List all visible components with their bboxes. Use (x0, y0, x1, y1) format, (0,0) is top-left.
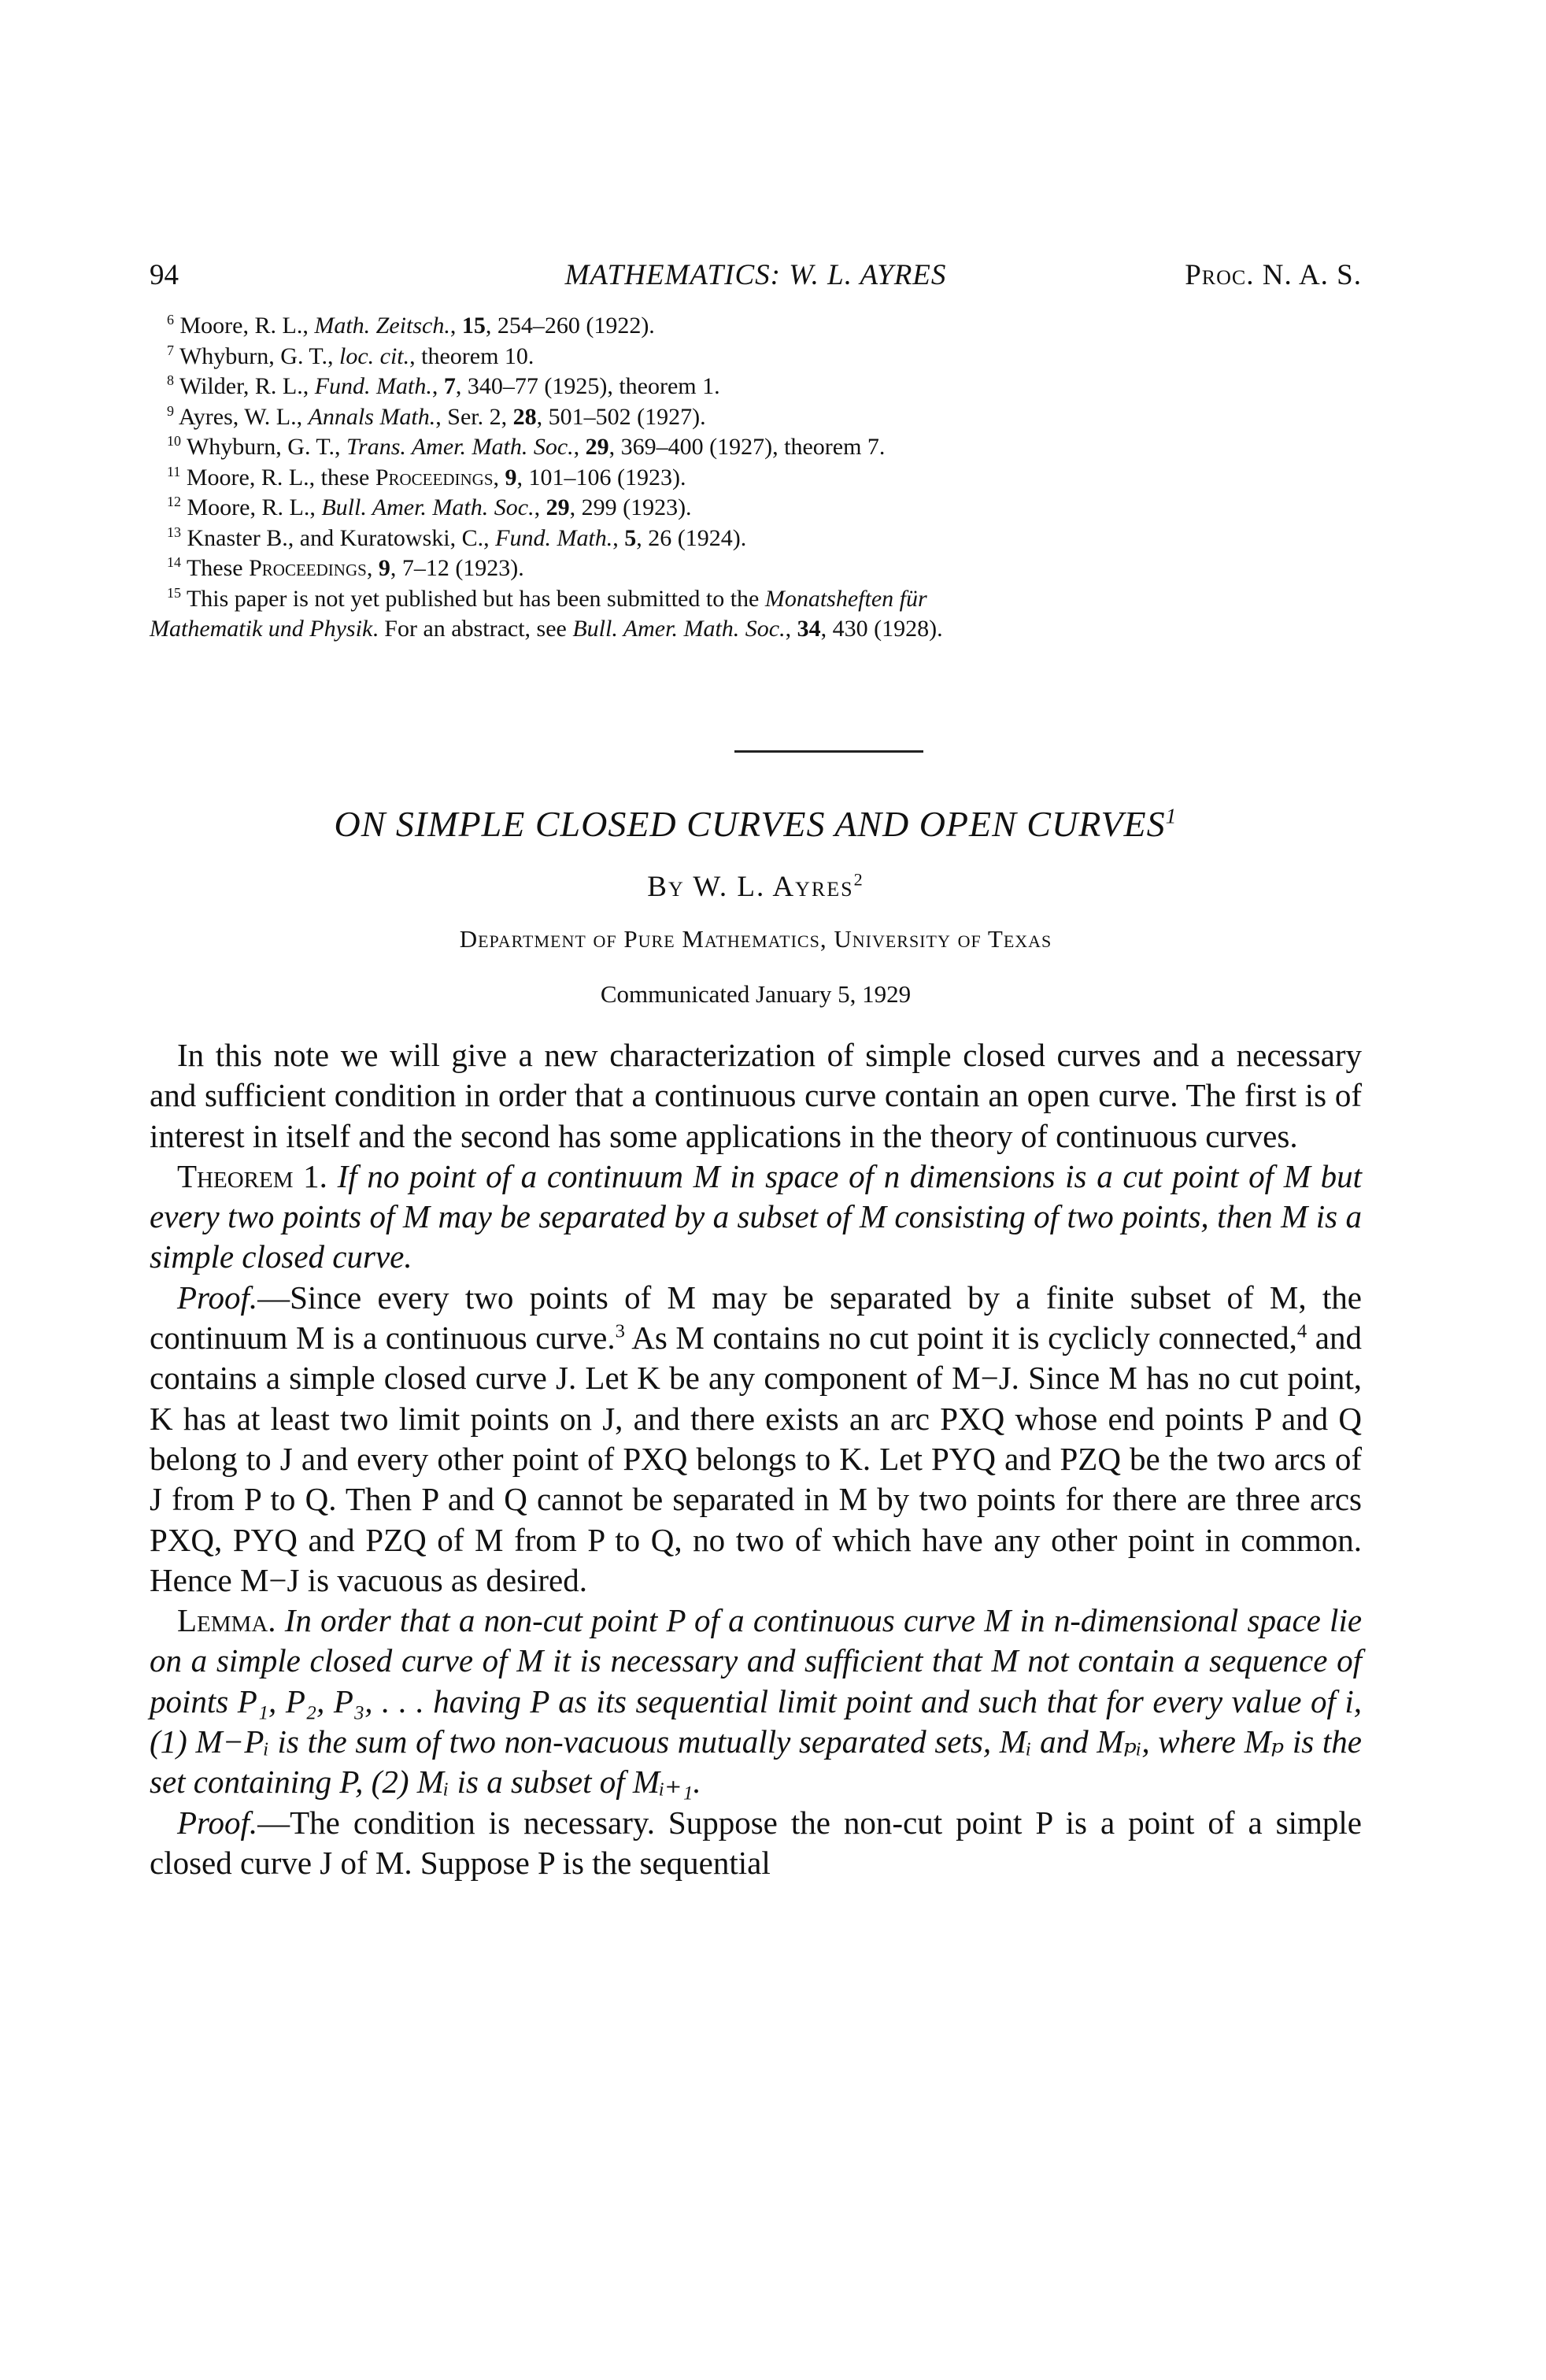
lemma-label: Lemma. (177, 1602, 276, 1639)
running-head (150, 258, 1362, 298)
article-author: By W. L. Ayres$^2$ (647, 869, 864, 903)
author-affiliation: Department of Pure Mathematics, University of Texas (459, 925, 1052, 953)
running-title: MATHEMATICS: W. L. AYRES (564, 259, 947, 291)
footnote-8: $^8$ Wilder, R. L., Fund. Math., 7, 340–77 (1925), theorem 1. (167, 372, 720, 399)
theorem-statement: If no point of a continuum M in space of n dimensions is a cut point of M but every two points of M may be separated by a subset of M consisting of two points, then M is a simple closed curve. (150, 1157, 1362, 1275)
footnote-11: $^{11}$ Moore, R. L., these Proceedings, 9, 101–106 (1923). (167, 463, 686, 490)
footnote-12: $^{12}$ Moore, R. L., Bull. Amer. Math. Soc., 29, 299 (1923). (167, 494, 692, 520)
section-divider (734, 750, 923, 753)
theorem-1 (150, 1157, 1362, 1278)
footnote-14: $^{14}$ These Proceedings, 9, 7–12 (1923). (167, 554, 524, 581)
footnote-9: $^9$ Ayres, W. L., Annals Math., Ser. 2, 28, 501–502 (1927). (167, 402, 706, 430)
proof-1: Proof.—Since every two points of M may be separated by a finite subset of M, the continuum M is a continuous curve.$^3$ As M contains no cut point it is cyclicly connected,$^4$ and contains a simple closed curve J. Let K be any component of M−J. Since M has no cut point, K has at least two limit points on J, and there exists an arc PXQ whose end points P and Q belong to J and every other point of PXQ belongs to K. Let PYQ and PZQ be the two arcs of J from P to Q. Then P and Q cannot be separated in M by two points for there are three arcs PXQ, PYQ and PZQ of M from P to Q, no two of which have any other point in common. Hence M−J is vacuous as desired. (150, 1279, 1363, 1598)
theorem-label: Theorem 1. (177, 1157, 327, 1194)
footnote-15: $^{15}$ This paper is not yet published but has been submitted to the Monatsheften für (167, 584, 927, 612)
intro-paragraph: In this note we will give a new characterization of simple closed curves and a necessary and sufficient condition in order that a continuous curve contain an open curve. The first is of interest in itself and the second has some applications in the theory of continuous curves. (150, 1037, 1363, 1154)
journal-abbreviation: Proc. N. A. S. (1185, 259, 1362, 291)
communicated-date: Communicated January 5, 1929 (600, 980, 912, 1008)
page-number: 94 (150, 259, 179, 291)
proof-label: Proof. (177, 1279, 258, 1316)
lemma (150, 1601, 1362, 1802)
proof-2: Proof.—The condition is necessary. Suppose the non-cut point P is a point of a simple closed curve J of M. Suppose P is the sequential (150, 1804, 1362, 1881)
lemma-statement: In order that a non-cut point P of a continuous curve M in n-dimensional space lie on a simple closed curve of M it is necessary and sufficient that M not contain a sequence of points P₁, P₂, P₃, . . . having P as its sequential limit point and such that for every value of i, (1) M−Pᵢ is the sum of two non-vacuous mutually separated sets, Mᵢ and Mₚᵢ, where Mₚ is the set containing P, (2) Mᵢ is a subset of Mᵢ₊₁. (150, 1602, 1363, 1801)
article-body (150, 1035, 1362, 1883)
footnote-15-continued: Mathematik und Physik. For an abstract, see Bull. Amer. Math. Soc., 34, 430 (1928). (150, 616, 943, 642)
footnotes (150, 311, 1362, 645)
article-title: ON SIMPLE CLOSED CURVES AND OPEN CURVES$^1$ (334, 803, 1178, 844)
footnote-10: $^{10}$ Whyburn, G. T., Trans. Amer. Math. Soc., 29, 369–400 (1927), theorem 7. (167, 433, 886, 460)
footnote-6: $^6$ Moore, R. L., Math. Zeitsch., 15, 254–260 (1922). (167, 312, 655, 339)
proof-label-2: Proof. (177, 1804, 258, 1841)
footnote-7: $^7$ Whyburn, G. T., loc. cit., theorem 10. (167, 342, 534, 369)
footnote-13: $^{13}$ Knaster B., and Kuratowski, C., Fund. Math., 5, 26 (1924). (167, 524, 747, 551)
